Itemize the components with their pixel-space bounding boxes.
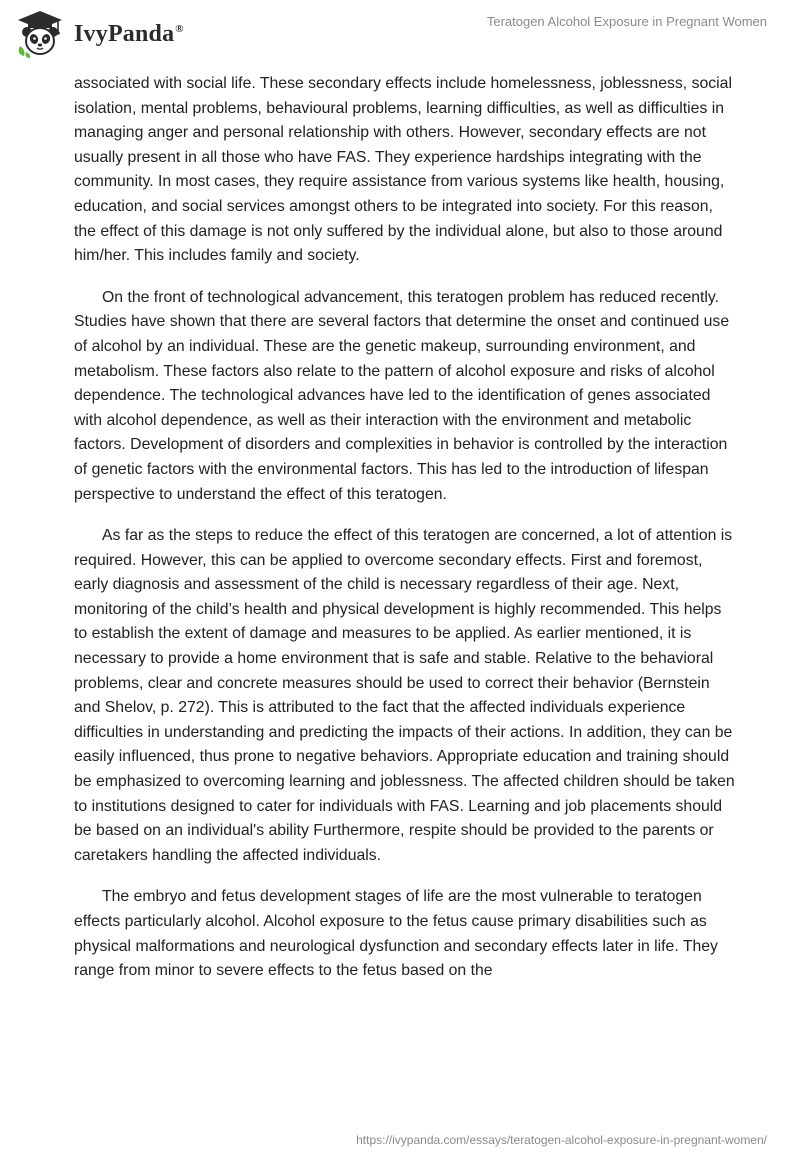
brand-name — [74, 21, 184, 48]
paragraph: On the front of technological advancement, this teratogen problem has reduced recently. Studies have shown that there are several factors that determine the onset and continued use of alcohol by an individual. These are the genetic makeup, surrounding environment, and metabolism. These factors also relate to the pattern of alcohol exposure and risks of alcohol dependence. The technological advances have led to the identification of genes associated with alcohol dependence, as well as their interaction with the environment and metabolic factors. Development of disorders and complexities in behavior is controlled by the interaction of genetic factors with the environmental factors. This has led to the introduction of lifespan perspective to understand the effect of this teratogen. — [74, 288, 730, 503]
paragraph: As far as the steps to reduce the effect of this teratogen are concerned, a lot of attention is required. However, this can be applied to overcome secondary effects. First and foremost, early diagnosis and assessment of the child is necessary regardless of their age. Next, monitoring of the child’s health and physical development is highly recommended. This helps to establish the extent of damage and measures to be applied. As earlier mentioned, it is necessary to provide a home environment that is safe and stable. Relative to the behavioral problems, clear and concrete measures should be used to correct their behavior (Bernstein and Shelov, p. 272). This is attributed to the fact that the affected individuals experience difficulties in understanding and predicting the impacts of their actions. In addition, they can be easily influenced, thus prone to negative behaviors. Appropriate education and training should be emphasized to overcoming learning and joblessness. The affected children should be taken to institutions designed to cater for individuals with FAS. Learning and job placements should be based on an individual's ability Furthermore, respite should be provided to the parents or caretakers handling the affected individuals. — [74, 527, 735, 864]
document-title: Teratogen Alcohol Exposure in Pregnant Women — [486, 14, 767, 29]
footer-source-url[interactable]: https://ivypanda.com/essays/teratogen-alcohol-exposure-in-pregnant-women/ — [356, 1133, 767, 1147]
registered-mark: ® — [175, 22, 184, 35]
paragraph: associated with social life. These secondary effects include homelessness, joblessness, social isolation, mental problems, behavioural problems, learning difficulties, as well as difficulties in managing anger and personal relationship with others. However, secondary effects are not usually present in all those who have FAS. They experience hardships integrating with the community. In most cases, they require assistance from various systems like health, housing, education, and social services amongst others to be integrated into society. For this reason, the effect of this damage is not only suffered by the individual alone, but also to those around him/her. This includes family and society. — [74, 75, 732, 265]
paragraph: The embryo and fetus development stages of life are the most vulnerable to teratogen effects particularly alcohol. Alcohol exposure to the fetus cause primary disabilities such as physical malformations and neurological dysfunction and secondary effects later in life. They range from minor to severe effects to the fetus based on the — [74, 888, 718, 980]
brand-name-text: IvyPanda — [74, 20, 175, 47]
panda-graduate-icon — [14, 8, 66, 60]
ivypanda-logo[interactable] — [14, 8, 184, 60]
page-header — [0, 0, 800, 70]
essay-body — [74, 72, 736, 1001]
